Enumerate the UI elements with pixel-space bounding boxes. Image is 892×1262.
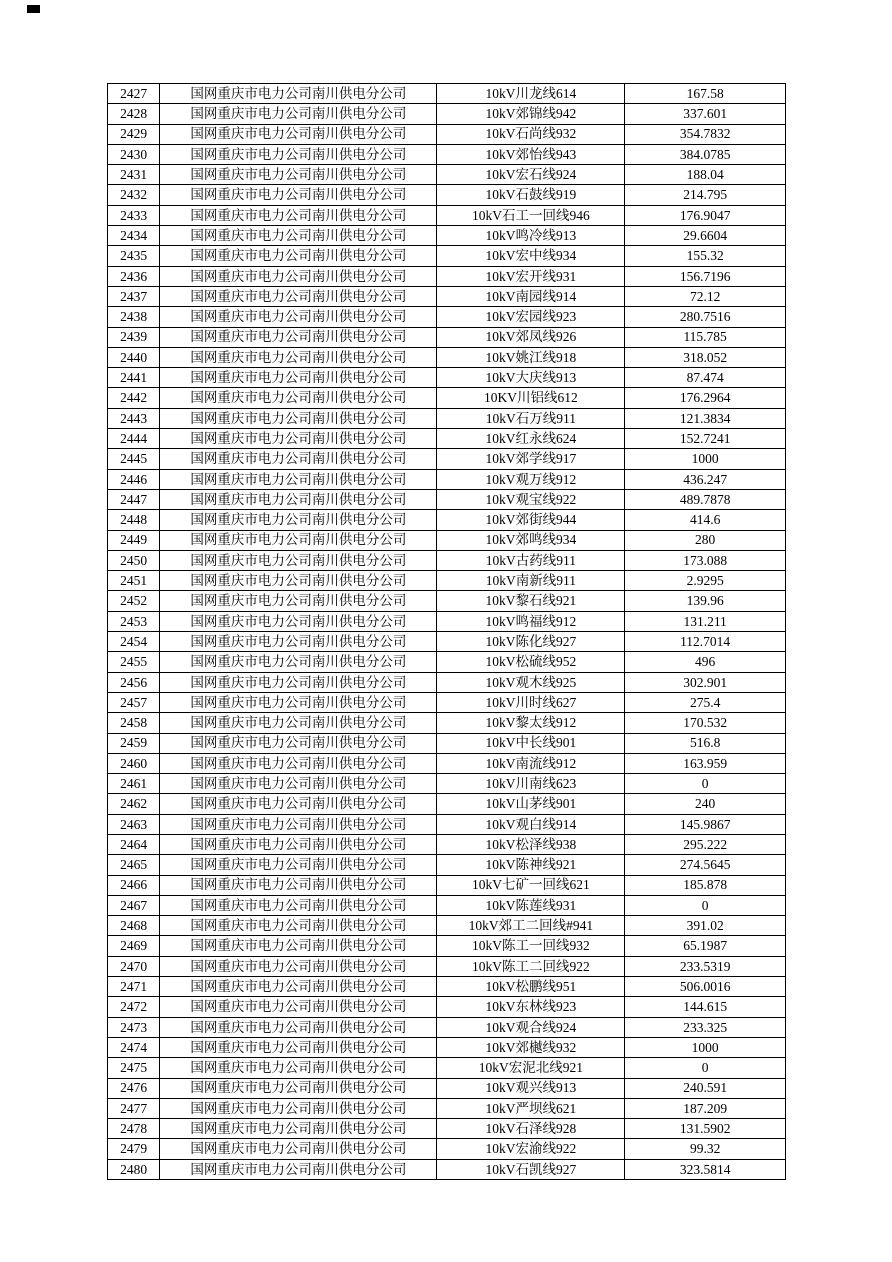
cell-company: 国网重庆市电力公司南川供电分公司 [160, 774, 437, 794]
cell-value: 516.8 [625, 733, 786, 753]
cell-row-number: 2477 [108, 1098, 160, 1118]
cell-line-name: 10kV鸣福线912 [437, 611, 625, 631]
cell-line-name: 10kV观白线914 [437, 814, 625, 834]
cell-company: 国网重庆市电力公司南川供电分公司 [160, 286, 437, 306]
table-row [108, 571, 786, 591]
cell-line-name: 10kV姚江线918 [437, 347, 625, 367]
table-row [108, 834, 786, 854]
cell-row-number: 2474 [108, 1037, 160, 1057]
cell-value: 115.785 [625, 327, 786, 347]
table-body [108, 84, 786, 1180]
cell-company: 国网重庆市电力公司南川供电分公司 [160, 997, 437, 1017]
cell-line-name: 10kV红永线624 [437, 429, 625, 449]
cell-value: 99.32 [625, 1139, 786, 1159]
cell-value: 156.7196 [625, 266, 786, 286]
cell-company: 国网重庆市电力公司南川供电分公司 [160, 408, 437, 428]
cell-value: 240.591 [625, 1078, 786, 1098]
cell-row-number: 2445 [108, 449, 160, 469]
table-row [108, 1078, 786, 1098]
cell-value: 152.7241 [625, 429, 786, 449]
cell-line-name: 10kV陈化线927 [437, 632, 625, 652]
table-row [108, 652, 786, 672]
cell-row-number: 2430 [108, 144, 160, 164]
table-row [108, 205, 786, 225]
cell-row-number: 2440 [108, 347, 160, 367]
cell-row-number: 2455 [108, 652, 160, 672]
cell-line-name: 10kV郊鸣线934 [437, 530, 625, 550]
cell-company: 国网重庆市电力公司南川供电分公司 [160, 530, 437, 550]
table-row [108, 1098, 786, 1118]
cell-value: 354.7832 [625, 124, 786, 144]
cell-row-number: 2450 [108, 550, 160, 570]
cell-row-number: 2456 [108, 672, 160, 692]
cell-company: 国网重庆市电力公司南川供电分公司 [160, 591, 437, 611]
cell-company: 国网重庆市电力公司南川供电分公司 [160, 489, 437, 509]
cell-company: 国网重庆市电力公司南川供电分公司 [160, 713, 437, 733]
table-row [108, 408, 786, 428]
cell-row-number: 2471 [108, 977, 160, 997]
table-row [108, 368, 786, 388]
cell-row-number: 2473 [108, 1017, 160, 1037]
cell-value: 176.9047 [625, 205, 786, 225]
cell-line-name: 10kV观兴线913 [437, 1078, 625, 1098]
cell-company: 国网重庆市电力公司南川供电分公司 [160, 1017, 437, 1037]
cell-row-number: 2464 [108, 834, 160, 854]
cell-company: 国网重庆市电力公司南川供电分公司 [160, 916, 437, 936]
cell-value: 187.209 [625, 1098, 786, 1118]
cell-company: 国网重庆市电力公司南川供电分公司 [160, 1058, 437, 1078]
cell-value: 65.1987 [625, 936, 786, 956]
table-row [108, 144, 786, 164]
cell-line-name: 10kV七矿一回线621 [437, 875, 625, 895]
cell-row-number: 2472 [108, 997, 160, 1017]
cell-value: 295.222 [625, 834, 786, 854]
table-row [108, 1017, 786, 1037]
cell-row-number: 2448 [108, 510, 160, 530]
cell-row-number: 2478 [108, 1119, 160, 1139]
cell-value: 240 [625, 794, 786, 814]
table-row [108, 165, 786, 185]
cell-line-name: 10kV宏泥北线921 [437, 1058, 625, 1078]
cell-row-number: 2460 [108, 753, 160, 773]
cell-row-number: 2465 [108, 855, 160, 875]
table-row [108, 632, 786, 652]
cell-row-number: 2438 [108, 307, 160, 327]
cell-row-number: 2435 [108, 246, 160, 266]
table-row [108, 774, 786, 794]
cell-row-number: 2429 [108, 124, 160, 144]
cell-row-number: 2446 [108, 469, 160, 489]
cell-company: 国网重庆市电力公司南川供电分公司 [160, 672, 437, 692]
cell-line-name: 10kV郊锦线942 [437, 104, 625, 124]
cell-company: 国网重庆市电力公司南川供电分公司 [160, 611, 437, 631]
cell-row-number: 2467 [108, 895, 160, 915]
cell-company: 国网重庆市电力公司南川供电分公司 [160, 1119, 437, 1139]
page-ink-mark [27, 5, 40, 13]
cell-value: 323.5814 [625, 1159, 786, 1179]
cell-line-name: 10kV郊凤线926 [437, 327, 625, 347]
cell-line-name: 10kV陈神线921 [437, 855, 625, 875]
cell-company: 国网重庆市电力公司南川供电分公司 [160, 469, 437, 489]
table-row [108, 246, 786, 266]
cell-line-name: 10kV鸣冷线913 [437, 226, 625, 246]
cell-line-name: 10kV观木线925 [437, 672, 625, 692]
cell-line-name: 10kV观合线924 [437, 1017, 625, 1037]
table-row [108, 226, 786, 246]
cell-line-name: 10kV观宝线922 [437, 489, 625, 509]
cell-value: 163.959 [625, 753, 786, 773]
cell-row-number: 2451 [108, 571, 160, 591]
cell-value: 436.247 [625, 469, 786, 489]
table-row [108, 611, 786, 631]
cell-value: 275.4 [625, 692, 786, 712]
cell-row-number: 2458 [108, 713, 160, 733]
cell-company: 国网重庆市电力公司南川供电分公司 [160, 956, 437, 976]
cell-value: 384.0785 [625, 144, 786, 164]
cell-row-number: 2444 [108, 429, 160, 449]
cell-row-number: 2443 [108, 408, 160, 428]
cell-line-name: 10kV石鼓线919 [437, 185, 625, 205]
cell-company: 国网重庆市电力公司南川供电分公司 [160, 368, 437, 388]
cell-company: 国网重庆市电力公司南川供电分公司 [160, 1139, 437, 1159]
table-row [108, 347, 786, 367]
cell-company: 国网重庆市电力公司南川供电分公司 [160, 794, 437, 814]
cell-value: 0 [625, 1058, 786, 1078]
cell-company: 国网重庆市电力公司南川供电分公司 [160, 1159, 437, 1179]
cell-value: 391.02 [625, 916, 786, 936]
cell-value: 2.9295 [625, 571, 786, 591]
table-row [108, 895, 786, 915]
cell-row-number: 2447 [108, 489, 160, 509]
table-row [108, 1119, 786, 1139]
cell-company: 国网重庆市电力公司南川供电分公司 [160, 834, 437, 854]
cell-value: 0 [625, 895, 786, 915]
cell-company: 国网重庆市电力公司南川供电分公司 [160, 895, 437, 915]
cell-row-number: 2437 [108, 286, 160, 306]
cell-line-name: 10KV川铝线612 [437, 388, 625, 408]
cell-value: 112.7014 [625, 632, 786, 652]
cell-line-name: 10kV南园线914 [437, 286, 625, 306]
cell-line-name: 10kV郊学线917 [437, 449, 625, 469]
cell-company: 国网重庆市电力公司南川供电分公司 [160, 652, 437, 672]
cell-company: 国网重庆市电力公司南川供电分公司 [160, 632, 437, 652]
cell-line-name: 10kV陈莲线931 [437, 895, 625, 915]
table-row [108, 307, 786, 327]
cell-company: 国网重庆市电力公司南川供电分公司 [160, 977, 437, 997]
cell-row-number: 2439 [108, 327, 160, 347]
cell-company: 国网重庆市电力公司南川供电分公司 [160, 1098, 437, 1118]
table-row [108, 84, 786, 104]
cell-company: 国网重庆市电力公司南川供电分公司 [160, 104, 437, 124]
cell-line-name: 10kV石尚线932 [437, 124, 625, 144]
table-row [108, 489, 786, 509]
cell-company: 国网重庆市电力公司南川供电分公司 [160, 855, 437, 875]
cell-line-name: 10kV松鹏线951 [437, 977, 625, 997]
table-row [108, 855, 786, 875]
cell-value: 72.12 [625, 286, 786, 306]
cell-line-name: 10kV石泽线928 [437, 1119, 625, 1139]
cell-row-number: 2479 [108, 1139, 160, 1159]
cell-company: 国网重庆市电力公司南川供电分公司 [160, 571, 437, 591]
table-row [108, 1037, 786, 1057]
table-row [108, 672, 786, 692]
table-row [108, 510, 786, 530]
cell-row-number: 2434 [108, 226, 160, 246]
cell-company: 国网重庆市电力公司南川供电分公司 [160, 144, 437, 164]
cell-value: 170.532 [625, 713, 786, 733]
cell-row-number: 2470 [108, 956, 160, 976]
cell-line-name: 10kV石万线911 [437, 408, 625, 428]
cell-line-name: 10kV郊工二回线#941 [437, 916, 625, 936]
cell-row-number: 2441 [108, 368, 160, 388]
cell-row-number: 2463 [108, 814, 160, 834]
cell-company: 国网重庆市电力公司南川供电分公司 [160, 875, 437, 895]
cell-row-number: 2475 [108, 1058, 160, 1078]
cell-line-name: 10kV大庆线913 [437, 368, 625, 388]
table-row [108, 997, 786, 1017]
cell-value: 318.052 [625, 347, 786, 367]
cell-company: 国网重庆市电力公司南川供电分公司 [160, 733, 437, 753]
cell-line-name: 10kV宏园线923 [437, 307, 625, 327]
table-row [108, 104, 786, 124]
cell-row-number: 2432 [108, 185, 160, 205]
table-row [108, 530, 786, 550]
cell-company: 国网重庆市电力公司南川供电分公司 [160, 814, 437, 834]
cell-company: 国网重庆市电力公司南川供电分公司 [160, 124, 437, 144]
table-row [108, 550, 786, 570]
table-row [108, 794, 786, 814]
cell-value: 302.901 [625, 672, 786, 692]
cell-row-number: 2459 [108, 733, 160, 753]
table-row [108, 733, 786, 753]
cell-row-number: 2462 [108, 794, 160, 814]
table-row [108, 1139, 786, 1159]
cell-line-name: 10kV黎太线912 [437, 713, 625, 733]
cell-row-number: 2453 [108, 611, 160, 631]
cell-value: 188.04 [625, 165, 786, 185]
cell-company: 国网重庆市电力公司南川供电分公司 [160, 165, 437, 185]
cell-value: 87.474 [625, 368, 786, 388]
table-row [108, 936, 786, 956]
cell-line-name: 10kV郊怡线943 [437, 144, 625, 164]
cell-company: 国网重庆市电力公司南川供电分公司 [160, 1037, 437, 1057]
cell-row-number: 2461 [108, 774, 160, 794]
cell-company: 国网重庆市电力公司南川供电分公司 [160, 429, 437, 449]
cell-row-number: 2436 [108, 266, 160, 286]
cell-line-name: 10kV南流线912 [437, 753, 625, 773]
table-row [108, 692, 786, 712]
table-row [108, 875, 786, 895]
cell-line-name: 10kV陈工二回线922 [437, 956, 625, 976]
cell-value: 496 [625, 652, 786, 672]
cell-line-name: 10kV严坝线621 [437, 1098, 625, 1118]
cell-row-number: 2480 [108, 1159, 160, 1179]
cell-value: 29.6604 [625, 226, 786, 246]
cell-line-name: 10kV宏渝线922 [437, 1139, 625, 1159]
cell-line-name: 10kV宏开线931 [437, 266, 625, 286]
cell-line-name: 10kV宏中线934 [437, 246, 625, 266]
cell-value: 414.6 [625, 510, 786, 530]
cell-value: 145.9867 [625, 814, 786, 834]
table-row [108, 814, 786, 834]
cell-company: 国网重庆市电力公司南川供电分公司 [160, 307, 437, 327]
cell-line-name: 10kV川南线623 [437, 774, 625, 794]
power-line-table [107, 83, 786, 1180]
cell-row-number: 2457 [108, 692, 160, 712]
cell-row-number: 2428 [108, 104, 160, 124]
cell-row-number: 2454 [108, 632, 160, 652]
cell-company: 国网重庆市电力公司南川供电分公司 [160, 550, 437, 570]
cell-value: 506.0016 [625, 977, 786, 997]
cell-company: 国网重庆市电力公司南川供电分公司 [160, 753, 437, 773]
cell-value: 167.58 [625, 84, 786, 104]
cell-line-name: 10kV松硫线952 [437, 652, 625, 672]
table-row [108, 591, 786, 611]
cell-value: 173.088 [625, 550, 786, 570]
table-row [108, 713, 786, 733]
cell-company: 国网重庆市电力公司南川供电分公司 [160, 1078, 437, 1098]
table-row [108, 956, 786, 976]
cell-line-name: 10kV南新线911 [437, 571, 625, 591]
cell-row-number: 2452 [108, 591, 160, 611]
cell-value: 185.878 [625, 875, 786, 895]
cell-value: 1000 [625, 449, 786, 469]
table-row [108, 185, 786, 205]
cell-company: 国网重庆市电力公司南川供电分公司 [160, 185, 437, 205]
cell-value: 139.96 [625, 591, 786, 611]
cell-value: 274.5645 [625, 855, 786, 875]
table-row [108, 1058, 786, 1078]
table-row [108, 266, 786, 286]
cell-row-number: 2476 [108, 1078, 160, 1098]
cell-row-number: 2442 [108, 388, 160, 408]
cell-value: 144.615 [625, 997, 786, 1017]
cell-row-number: 2466 [108, 875, 160, 895]
cell-value: 233.5319 [625, 956, 786, 976]
cell-line-name: 10kV陈工一回线932 [437, 936, 625, 956]
cell-row-number: 2468 [108, 916, 160, 936]
cell-value: 280.7516 [625, 307, 786, 327]
cell-company: 国网重庆市电力公司南川供电分公司 [160, 327, 437, 347]
table-row [108, 327, 786, 347]
cell-company: 国网重庆市电力公司南川供电分公司 [160, 84, 437, 104]
cell-row-number: 2469 [108, 936, 160, 956]
table-row [108, 124, 786, 144]
cell-value: 280 [625, 530, 786, 550]
cell-line-name: 10kV郊樾线932 [437, 1037, 625, 1057]
cell-company: 国网重庆市电力公司南川供电分公司 [160, 510, 437, 530]
table-row [108, 1159, 786, 1179]
cell-company: 国网重庆市电力公司南川供电分公司 [160, 449, 437, 469]
cell-row-number: 2427 [108, 84, 160, 104]
cell-line-name: 10kV宏石线924 [437, 165, 625, 185]
cell-value: 131.5902 [625, 1119, 786, 1139]
cell-value: 489.7878 [625, 489, 786, 509]
cell-line-name: 10kV古药线911 [437, 550, 625, 570]
cell-value: 131.211 [625, 611, 786, 631]
cell-line-name: 10kV山茅线901 [437, 794, 625, 814]
cell-row-number: 2433 [108, 205, 160, 225]
table-row [108, 916, 786, 936]
cell-company: 国网重庆市电力公司南川供电分公司 [160, 266, 437, 286]
cell-value: 214.795 [625, 185, 786, 205]
cell-line-name: 10kV松泽线938 [437, 834, 625, 854]
cell-value: 121.3834 [625, 408, 786, 428]
cell-value: 0 [625, 774, 786, 794]
cell-line-name: 10kV石凯线927 [437, 1159, 625, 1179]
cell-value: 337.601 [625, 104, 786, 124]
cell-company: 国网重庆市电力公司南川供电分公司 [160, 347, 437, 367]
table-row [108, 286, 786, 306]
cell-value: 233.325 [625, 1017, 786, 1037]
cell-company: 国网重庆市电力公司南川供电分公司 [160, 388, 437, 408]
cell-line-name: 10kV川龙线614 [437, 84, 625, 104]
table-row [108, 753, 786, 773]
cell-line-name: 10kV郊街线944 [437, 510, 625, 530]
cell-line-name: 10kV川时线627 [437, 692, 625, 712]
cell-row-number: 2449 [108, 530, 160, 550]
cell-company: 国网重庆市电力公司南川供电分公司 [160, 246, 437, 266]
cell-company: 国网重庆市电力公司南川供电分公司 [160, 936, 437, 956]
cell-value: 155.32 [625, 246, 786, 266]
cell-line-name: 10kV石工一回线946 [437, 205, 625, 225]
table-row [108, 449, 786, 469]
cell-company: 国网重庆市电力公司南川供电分公司 [160, 205, 437, 225]
cell-line-name: 10kV中长线901 [437, 733, 625, 753]
table-row [108, 429, 786, 449]
table-row [108, 469, 786, 489]
cell-value: 1000 [625, 1037, 786, 1057]
table-row [108, 977, 786, 997]
cell-line-name: 10kV东林线923 [437, 997, 625, 1017]
cell-row-number: 2431 [108, 165, 160, 185]
cell-company: 国网重庆市电力公司南川供电分公司 [160, 692, 437, 712]
cell-line-name: 10kV观万线912 [437, 469, 625, 489]
table-row [108, 388, 786, 408]
cell-line-name: 10kV黎石线921 [437, 591, 625, 611]
cell-company: 国网重庆市电力公司南川供电分公司 [160, 226, 437, 246]
cell-value: 176.2964 [625, 388, 786, 408]
